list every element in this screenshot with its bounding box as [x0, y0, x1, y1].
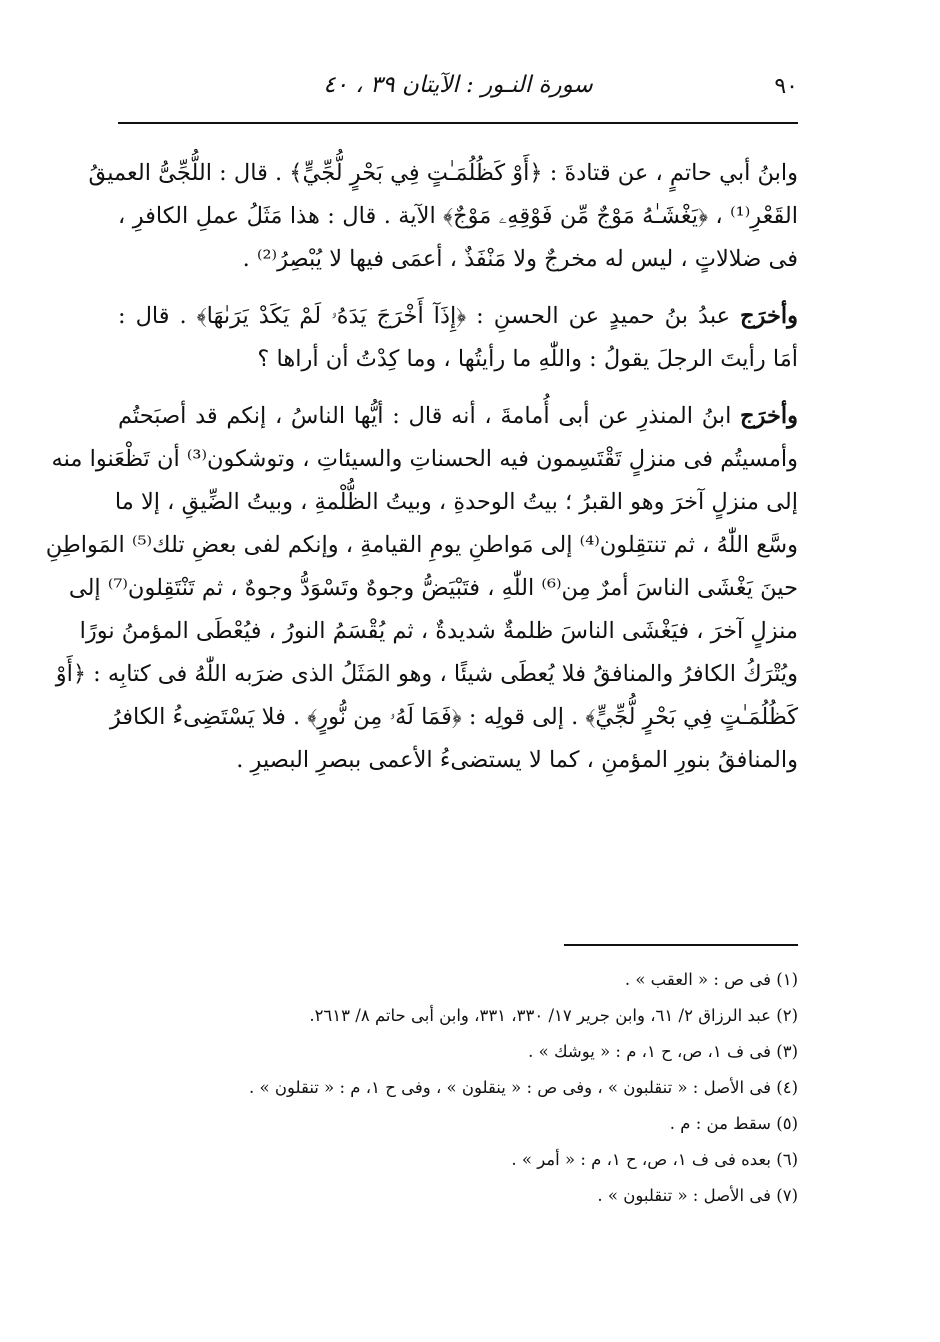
- text-line: منزلٍ آخرَ ، فيَغْشَى الناسَ ظلمةٌ شديدةٌ ، ثم يُقْسَمُ النورُ ، فيُعْطَى المؤمنُ نورًا: [79, 618, 798, 644]
- footnote-5: (٥) سقط من : م .: [669, 1114, 798, 1133]
- text-line: والمنافقُ بنورِ المؤمنِ ، كما لا يستضىءُ الأعمى ببصرِ البصيرِ .: [236, 747, 798, 773]
- footnote-divider: [564, 944, 798, 946]
- paragraph-3: [45, 395, 798, 782]
- text-line: كَظُلُمَـٰتٍ فِي بَحْرٍ لُّجِّيٍّ﴾ . إلى قولِه : ﴿فَمَا لَهُۥ مِن نُّورٍ﴾ . فلا يَسْتَضِىءُ الكافرُ: [109, 704, 798, 730]
- text-line: وسَّع اللّٰهُ ، ثم تنتقِلون⁽⁴⁾ إلى مَواطنِ يومِ القيامةِ ، وإنكم لفى بعضِ تلك⁽⁵⁾ المَواطِنِ: [45, 532, 798, 558]
- footnote-1: (١) فى ص : « العقب » .: [624, 970, 798, 989]
- paragraph-lead-word: وأخرَج: [740, 303, 798, 329]
- text-line-rest: عبدُ بنُ حميدٍ عن الحسنِ : ﴿إِذَآ أَخْرَجَ يَدَهُۥ لَمْ يَكَدْ يَرَىٰهَا﴾ . قال :: [118, 303, 741, 329]
- text-line: أمَا رأيتَ الرجلَ يقولُ : واللّٰهِ ما رأيتُها ، وما كِدْتُ أن أراها ؟: [257, 346, 798, 372]
- footnote-3: (٣) فى ف ١، ص، ح ١، م : « يوشك » .: [528, 1042, 798, 1061]
- text-line: ويُتْرَكُ الكافرُ والمنافقُ فلا يُعطَى شيئًا ، وهو المَثَلُ الذى ضرَبه اللّٰهُ فى كتابِه : ﴿أَوْ: [55, 661, 798, 687]
- paragraph-2: [118, 295, 798, 381]
- text-line: وأمسيتُم فى منزلٍ تَقْتَسِمون فيه الحسناتِ والسيئاتِ ، وتوشكون⁽³⁾ أن تَظْعَنوا منه: [51, 446, 798, 472]
- paragraph-lead-word: وأخرَج: [740, 403, 798, 429]
- text-line: حينَ يَغْشَى الناسَ أمرٌ مِن⁽⁶⁾ اللّٰهِ ، فتَبْيَضُّ وجوهٌ وتَسْوَدُّ وجوهٌ ، ثم تَنْتَقِلون⁽⁷⁾ إلى: [68, 575, 798, 601]
- footnotes: [118, 962, 798, 1214]
- page-number: ٩٠: [774, 74, 798, 99]
- text-line: القَعْرِ⁽¹⁾ ، ﴿يَغْشَـٰهُ مَوْجٌ مِّن فَوْقِهِۦ مَوْجٌ﴾ الآية . قال : هذا مَثَلُ عملِ الكافرِ ،: [118, 203, 798, 229]
- text-line-rest: ابنُ المنذرِ عن أبى أُمامةَ ، أنه قال : أيُّها الناسُ ، إنكم قد أصبَحتُم: [118, 403, 741, 429]
- text-line: إلى منزلٍ آخرَ وهو القبرُ ؛ بيتُ الوحدةِ ، وبيتُ الظُّلْمةِ ، وبيتُ الضِّيقِ ، إلا ما: [114, 489, 798, 515]
- footnote-6: (٦) بعده فى ف ١، ص، ح ١، م : « أمر » .: [511, 1150, 798, 1169]
- text-line: فى ضلالاتٍ ، ليس له مخرجٌ ولا مَنْفَذٌ ، أعمَى فيها لا يُبْصِرُ⁽²⁾ .: [242, 246, 798, 272]
- header-divider: [118, 122, 798, 124]
- running-title: سورة النـور : الآيتان ٣٩ ، ٤٠: [323, 72, 593, 98]
- text-line: وابنُ أبي حاتمٍ ، عن قتادةَ : ﴿أَوْ كَظُلُمَـٰتٍ فِي بَحْرٍ لُّجِّيٍّ﴾ . قال : اللُّجِّىُّ العميقُ: [88, 160, 798, 186]
- paragraph-1: [88, 152, 798, 281]
- footnote-7: (٧) فى الأصل : « تنقلبون » .: [597, 1186, 798, 1205]
- text-line: [118, 295, 798, 338]
- main-text: [45, 152, 798, 796]
- footnote-2: (٢) عبد الرزاق ٢/ ٦١، وابن جرير ١٧/ ٣٣٠، ٣٣١، وابن أبى حاتم ٨/ ٢٦١٣.: [309, 1006, 798, 1025]
- footnote-4: (٤) فى الأصل : « تنقلبون » ، وفى ص : « ينقلون » ، وفى ح ١، م : « تنقلون » .: [249, 1078, 798, 1097]
- text-line: [118, 395, 798, 438]
- page-header: [118, 70, 798, 110]
